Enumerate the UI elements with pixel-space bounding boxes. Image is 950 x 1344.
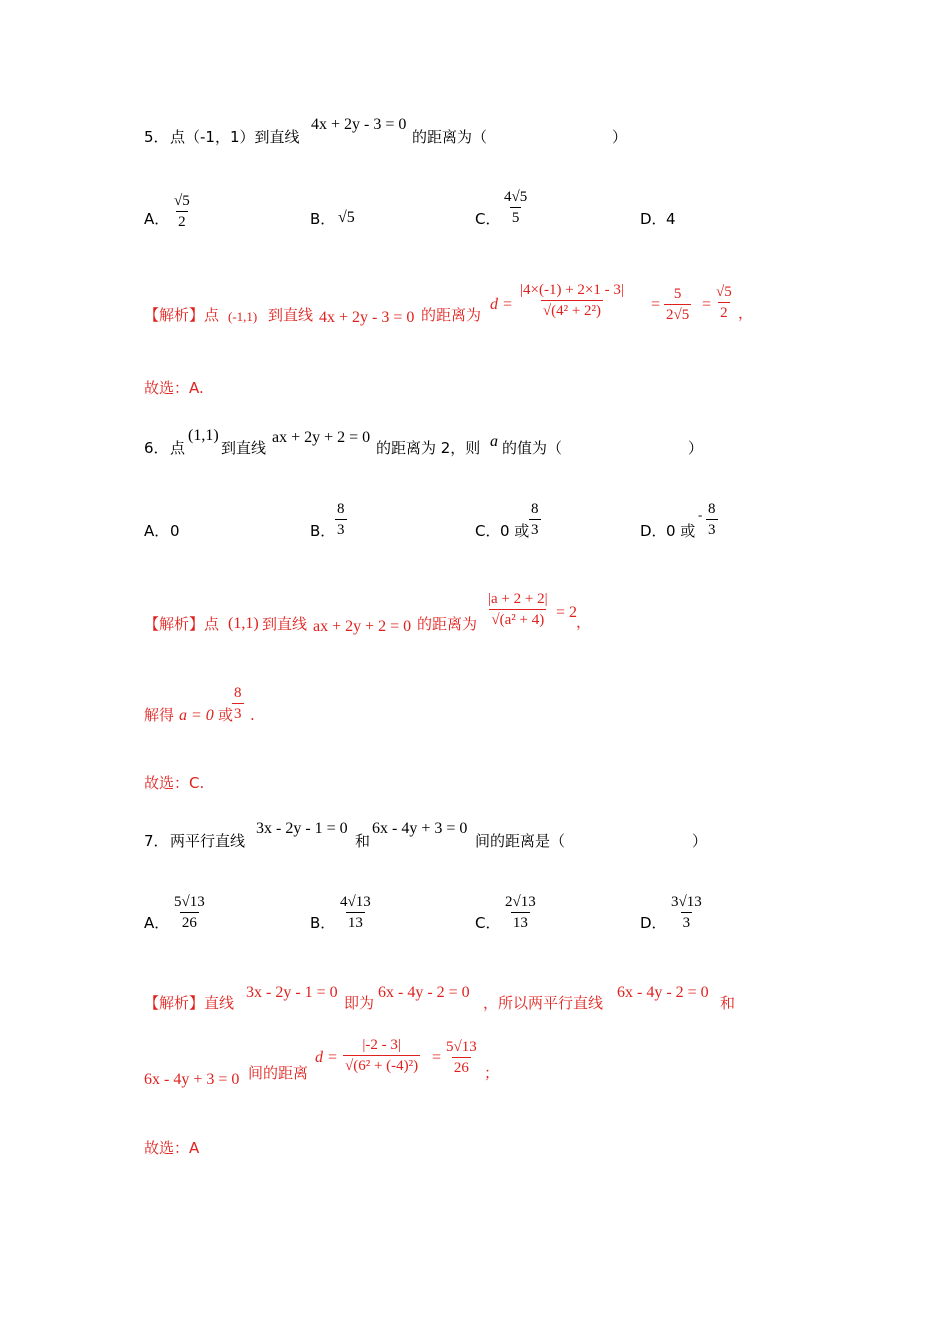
q6-solution-dist-text: 的距离为 [417, 615, 478, 633]
q5-solution-equals-2: = [702, 296, 712, 313]
q5-text-a: 点（-1，1）到直线 [170, 128, 300, 146]
q7-equation-2: 6x - 4y + 3 = 0 [372, 820, 468, 837]
q6-option-c-fraction: $\frac{8}{3}$ [531, 501, 539, 538]
q5-option-d-label: D． [640, 210, 667, 228]
q7-solution-d: d = [315, 1049, 338, 1066]
q5-solution-d: d = [490, 296, 513, 313]
q5-solution-equals-1: = [651, 296, 661, 313]
q5-number: 5． [144, 128, 169, 146]
q7-solution-equation-4: 6x - 4y + 3 = 0 [144, 1071, 240, 1088]
q6-solve-period: . [250, 706, 255, 724]
q6-solve-or: 或 [218, 706, 234, 724]
q5-solution-dist-text: 的距离为 [421, 306, 482, 324]
q5-option-b-value: √5 [338, 209, 355, 226]
q5-option-a-label: A． [144, 210, 170, 228]
q5-solution-point: (-1,1) [228, 309, 258, 324]
q7-option-b-label: B． [310, 914, 336, 932]
q5-solution-comma: ， [738, 304, 754, 322]
q6-option-c-label: C． [475, 522, 501, 540]
q6-variable: a [490, 433, 498, 450]
q6-answer: 故选：C. [144, 774, 205, 792]
q7-solution-and: 和 [720, 994, 736, 1012]
q7-option-c-label: C． [475, 914, 501, 932]
q5-close-paren: ） [612, 128, 628, 146]
q6-solution-to: 到直线 [262, 615, 308, 633]
q7-option-c-fraction: $\frac{2√13}{13}$ [505, 894, 536, 931]
q7-option-a-fraction: $\frac{5√13}{26}$ [174, 894, 205, 931]
q5-equation: 4x + 2y - 3 = 0 [311, 116, 407, 133]
q6-option-d-label: D． [640, 522, 667, 540]
q6-close-paren: ） [688, 439, 704, 457]
q6-option-d-prefix: 0 或 [666, 522, 696, 540]
q6-solution-result: = 2 [556, 604, 578, 621]
q6-option-c-prefix: 0 或 [500, 522, 530, 540]
q6-solve-text: 解得 [144, 706, 175, 724]
q7-solution-equation-1: 3x - 2y - 1 = 0 [246, 984, 338, 1001]
q7-text-b: 和 [355, 832, 371, 850]
q5-solution-fraction-2: $\frac{5}{2√5}$ [666, 286, 690, 323]
q5-option-d-value: 4 [666, 210, 676, 228]
q7-solution-between: 间的距离 [248, 1064, 309, 1082]
q6-solve-equation: a = 0 [179, 707, 214, 724]
q7-option-a-label: A． [144, 914, 170, 932]
q6-solution-prefix: 【解析】点 [144, 615, 220, 633]
q7-solution-equation-3: 6x - 4y - 2 = 0 [617, 984, 709, 1001]
q7-option-b-fraction: $\frac{4√13}{13}$ [340, 894, 371, 931]
q6-option-a-value: 0 [170, 522, 180, 540]
q5-solution-to: 到直线 [268, 306, 314, 324]
q6-option-b-label: B． [310, 522, 336, 540]
q7-answer: 故选：A [144, 1139, 200, 1157]
q7-solution-equals: = [432, 1049, 442, 1066]
q6-solution-comma: ， [576, 613, 592, 631]
q5-solution-prefix: 【解析】点 [144, 306, 220, 324]
q6-option-d-fraction: $\frac{8}{3}$ [708, 501, 716, 538]
q7-solution-equation-2: 6x - 4y - 2 = 0 [378, 984, 470, 1001]
q6-text-a: 点 [170, 439, 186, 457]
q6-solution-equation: ax + 2y + 2 = 0 [313, 618, 412, 635]
q6-equation: ax + 2y + 2 = 0 [272, 429, 371, 446]
q6-solution-point: (1,1) [228, 615, 259, 632]
q7-text-c: 间的距离是（ [475, 832, 566, 850]
q7-solution-so: ，所以两平行直线 [483, 994, 604, 1012]
q5-solution-equation: 4x + 2y - 3 = 0 [319, 309, 415, 326]
q6-option-d-sign: - [698, 507, 703, 522]
q7-solution-prefix: 【解析】直线 [144, 994, 235, 1012]
q6-number: 6． [144, 439, 169, 457]
q6-text-b: 到直线 [221, 439, 267, 457]
q6-text-d: 的值为（ [502, 439, 563, 457]
q5-option-c-fraction: $\frac{4√5}{5}$ [504, 189, 528, 226]
q6-solve-fraction: $\frac{8}{3}$ [234, 685, 242, 722]
q6-solution-fraction: $\frac{|a + 2 + 2|}{\text{√(a² + 4)}}$ [488, 591, 548, 628]
q6-text-c: 的距离为 2，则 [376, 439, 481, 457]
q6-point: (1,1) [188, 427, 219, 444]
q7-equation-1: 3x - 2y - 1 = 0 [256, 820, 348, 837]
q5-option-a-fraction: $\frac{√5}{2}$ [174, 193, 190, 230]
q7-option-d-fraction: $\frac{3√13}{3}$ [671, 894, 702, 931]
q7-solution-semicolon: ； [484, 1064, 500, 1082]
q5-option-b-label: B． [310, 210, 336, 228]
q5-solution-fraction-3: $\frac{√5}{2}$ [716, 284, 732, 321]
q7-number: 7． [144, 832, 169, 850]
q7-close-paren: ） [692, 832, 708, 850]
q5-solution-main-fraction: $\frac{|4\times(-1) + 2\times 1 - 3|}{\text{√(4² + 2²)}}$ [520, 282, 624, 319]
q6-option-b-fraction: $\frac{8}{3}$ [337, 501, 345, 538]
q5-text-b: 的距离为（ [412, 128, 488, 146]
q7-solution-main-fraction: $\frac{|-2 - 3|}{\text{√(6² + (-4)²)}}$ [345, 1037, 419, 1074]
q5-answer: 故选：A. [144, 379, 204, 397]
q7-solution-result-fraction: $\frac{5√13}{26}$ [446, 1039, 477, 1076]
q7-solution-ie: 即为 [344, 994, 375, 1012]
q6-option-a-label: A． [144, 522, 170, 540]
q5-option-c-label: C． [475, 210, 501, 228]
q7-option-d-label: D． [640, 914, 667, 932]
q7-text-a: 两平行直线 [170, 832, 246, 850]
